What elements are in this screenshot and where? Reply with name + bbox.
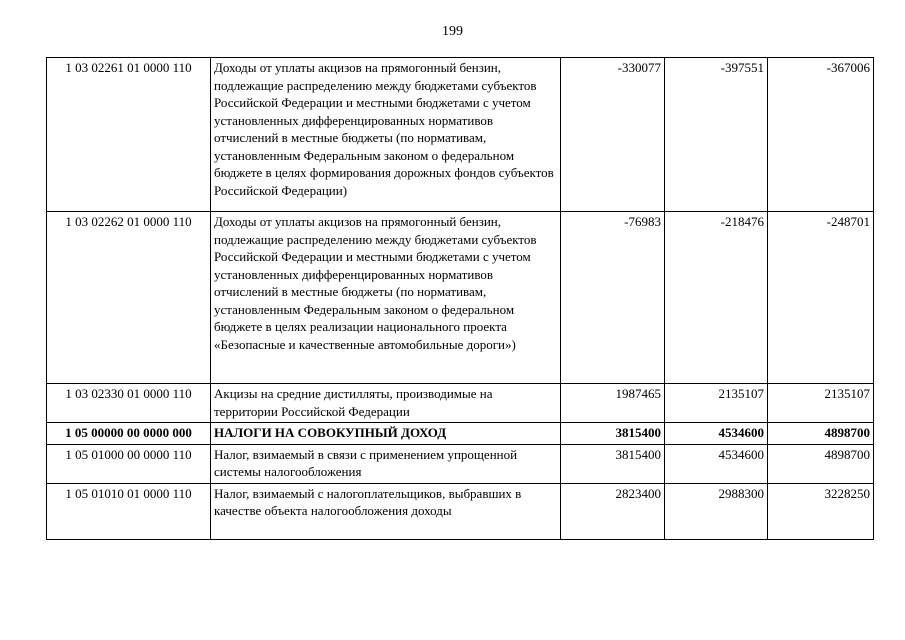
amount-year3-cell: 4898700 [768, 444, 874, 483]
table-row [47, 384, 874, 423]
description-cell: Доходы от уплаты акцизов на прямогонный бензин, подлежащие распределению между бюджетами субъектов Российской Федерации и местными бюджетами с учетом установленных дифференцированных нормативов отчислений в местные бюджеты (по нормативам, установленным Федеральным законом о федеральном бюджете в целях формирования дорожных фондов субъектов Российской Федерации) [211, 58, 561, 212]
description-cell: Акцизы на средние дистилляты, производимые на территории Российской Федерации [211, 384, 561, 423]
amount-year1-cell: 3815400 [561, 423, 665, 445]
amount-year2-cell: 2135107 [665, 384, 768, 423]
amount-year3-cell: 4898700 [768, 423, 874, 445]
amount-year1-cell: -330077 [561, 58, 665, 212]
budget-revenue-table [46, 57, 874, 540]
amount-year3-cell: 2135107 [768, 384, 874, 423]
amount-year2-cell: -218476 [665, 212, 768, 384]
amount-year2-cell: 4534600 [665, 423, 768, 445]
budget-code-cell: 1 03 02261 01 0000 110 [47, 58, 211, 212]
table-row [47, 58, 874, 212]
budget-code-cell: 1 03 02330 01 0000 110 [47, 384, 211, 423]
description-cell: Доходы от уплаты акцизов на прямогонный бензин, подлежащие распределению между бюджетами субъектов Российской Федерации и местными бюджетами с учетом установленных дифференцированных нормативов отчислений в местные бюджеты (по нормативам, установленным Федеральным законом о федеральном бюджете в целях реализации национального проекта «Безопасные и качественные автомобильные дороги») [211, 212, 561, 384]
budget-code-cell: 1 03 02262 01 0000 110 [47, 212, 211, 384]
amount-year3-cell: 3228250 [768, 483, 874, 539]
amount-year3-cell: -248701 [768, 212, 874, 384]
amount-year1-cell: 2823400 [561, 483, 665, 539]
amount-year2-cell: -397551 [665, 58, 768, 212]
description-cell: Налог, взимаемый с налогоплательщиков, выбравших в качестве объекта налогообложения доходы [211, 483, 561, 539]
amount-year1-cell: -76983 [561, 212, 665, 384]
page-number: 199 [442, 24, 463, 39]
description-cell: НАЛОГИ НА СОВОКУПНЫЙ ДОХОД [211, 423, 561, 445]
table-row [47, 423, 874, 445]
budget-code-cell: 1 05 01010 01 0000 110 [47, 483, 211, 539]
budget-code-cell: 1 05 00000 00 0000 000 [47, 423, 211, 445]
budget-code-cell: 1 05 01000 00 0000 110 [47, 444, 211, 483]
table-row [47, 444, 874, 483]
amount-year1-cell: 1987465 [561, 384, 665, 423]
amount-year3-cell: -367006 [768, 58, 874, 212]
amount-year2-cell: 4534600 [665, 444, 768, 483]
table-row [47, 212, 874, 384]
table-row [47, 483, 874, 539]
amount-year2-cell: 2988300 [665, 483, 768, 539]
amount-year1-cell: 3815400 [561, 444, 665, 483]
description-cell: Налог, взимаемый в связи с применением упрощенной системы налогообложения [211, 444, 561, 483]
